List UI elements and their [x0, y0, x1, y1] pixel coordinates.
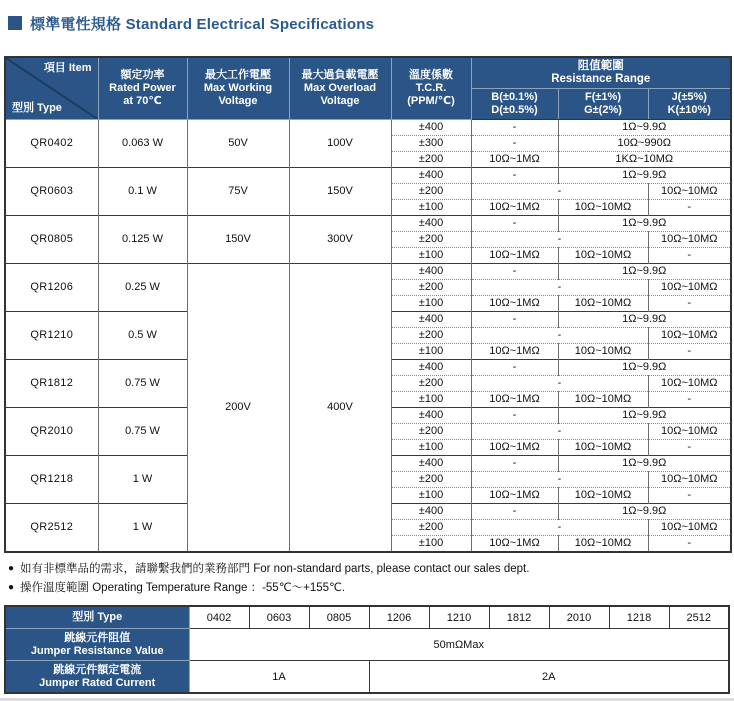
resistance-range-cell: 10Ω~10MΩ	[648, 376, 731, 392]
tcr-cell: ±400	[391, 408, 471, 424]
tcr-cell: ±400	[391, 360, 471, 376]
resistance-range-cell: 10Ω~10MΩ	[648, 472, 731, 488]
bullet-icon: ●	[8, 563, 15, 574]
resistance-range-cell: -	[471, 424, 648, 440]
jumper-type-cell: 2512	[669, 606, 729, 629]
resistance-range-cell: 1Ω~9.9Ω	[558, 120, 731, 136]
resistance-range-cell: 10Ω~1MΩ	[471, 440, 558, 456]
resistance-range-cell: 10Ω~1MΩ	[471, 344, 558, 360]
tcr-cell: ±400	[391, 504, 471, 520]
resistance-range-cell: 10Ω~1MΩ	[471, 248, 558, 264]
resistance-range-cell: -	[471, 232, 648, 248]
header-resistance-range: 阻值範圍 Resistance Range	[471, 57, 731, 89]
resistance-range-cell: 1Ω~9.9Ω	[558, 360, 731, 376]
tcr-cell: ±200	[391, 280, 471, 296]
resistance-range-cell: -	[471, 504, 558, 520]
spec-row-QR0805-±400	[5, 216, 731, 232]
resistance-range-cell: -	[648, 296, 731, 312]
resistance-range-cell: 10Ω~1MΩ	[471, 536, 558, 553]
type-cell: QR1210	[5, 312, 98, 360]
resistance-range-cell: 10Ω~10MΩ	[648, 232, 731, 248]
jumper-type-cell: 0603	[249, 606, 309, 629]
resistance-range-cell: 1Ω~9.9Ω	[558, 168, 731, 184]
resistance-range-cell: 10Ω~10MΩ	[558, 536, 648, 553]
spec-table-body	[5, 120, 731, 553]
rated-power-cell: 0.125 W	[98, 216, 187, 264]
resistance-range-cell: -	[648, 392, 731, 408]
bullet-icon: ●	[8, 582, 15, 593]
jumper-table	[4, 605, 730, 694]
tcr-cell: ±400	[391, 312, 471, 328]
resistance-range-cell: 10Ω~10MΩ	[648, 520, 731, 536]
header-tcr: 溫度係數 T.C.R. (PPM/℃)	[391, 57, 471, 120]
resistance-range-cell: -	[648, 536, 731, 553]
type-cell: QR0402	[5, 120, 98, 168]
resistance-range-cell: -	[471, 120, 558, 136]
resistance-range-cell: 10Ω~10MΩ	[648, 280, 731, 296]
type-cell: QR0603	[5, 168, 98, 216]
rated-power-cell: 0.063 W	[98, 120, 187, 168]
jumper-type-label: 型別 Type	[5, 606, 189, 629]
resistance-range-cell: -	[471, 136, 558, 152]
resistance-range-cell: 10Ω~1MΩ	[471, 488, 558, 504]
resistance-range-cell: -	[648, 248, 731, 264]
resistance-range-cell: 10Ω~10MΩ	[558, 344, 648, 360]
resistance-range-cell: -	[471, 456, 558, 472]
resistance-range-cell: -	[471, 216, 558, 232]
spec-row-QR0603-±400	[5, 168, 731, 184]
jumper-current-label: 跳線元件額定電流 Jumper Rated Current	[5, 661, 189, 694]
section-title	[8, 13, 734, 33]
resistance-range-cell: 1Ω~9.9Ω	[558, 216, 731, 232]
type-cell: QR0805	[5, 216, 98, 264]
jumper-type-cell: 2010	[549, 606, 609, 629]
rated-power-cell: 0.1 W	[98, 168, 187, 216]
tcr-cell: ±100	[391, 440, 471, 456]
tcr-cell: ±400	[391, 168, 471, 184]
jumper-resistance-label: 跳線元件阻值 Jumper Resistance Value	[5, 629, 189, 661]
jumper-resistance-row	[5, 629, 729, 661]
resistance-range-cell: 10Ω~10MΩ	[558, 440, 648, 456]
tcr-cell: ±200	[391, 328, 471, 344]
resistance-range-cell: -	[471, 472, 648, 488]
tcr-cell: ±100	[391, 488, 471, 504]
working-voltage-cell: 75V	[187, 168, 289, 216]
header-item-type	[5, 57, 98, 120]
resistance-range-cell: 1Ω~9.9Ω	[558, 456, 731, 472]
rated-power-cell: 1 W	[98, 504, 187, 553]
resistance-range-cell: 10Ω~10MΩ	[558, 488, 648, 504]
resistance-range-cell: 10Ω~10MΩ	[558, 296, 648, 312]
resistance-range-cell: 10Ω~1MΩ	[471, 152, 558, 168]
spec-table	[4, 56, 732, 553]
note-operating-temp	[8, 579, 734, 598]
resistance-range-cell: -	[471, 312, 558, 328]
tcr-cell: ±100	[391, 248, 471, 264]
tcr-cell: ±100	[391, 536, 471, 553]
jumper-current-value-large: 2A	[369, 661, 729, 694]
resistance-range-cell: 1Ω~9.9Ω	[558, 264, 731, 280]
tcr-cell: ±200	[391, 152, 471, 168]
jumper-type-cell: 1218	[609, 606, 669, 629]
overload-voltage-cell: 150V	[289, 168, 391, 216]
type-cell: QR2010	[5, 408, 98, 456]
type-cell: QR1206	[5, 264, 98, 312]
tcr-cell: ±200	[391, 472, 471, 488]
note-text: 如有非標準品的需求，請聯繫我們的業務部門 For non-standard parts, please contact our sales dept.	[20, 563, 530, 575]
rated-power-cell: 1 W	[98, 456, 187, 504]
header-max-working-voltage: 最大工作電壓 Max Working Voltage	[187, 57, 289, 120]
spec-row-QR0402-±400	[5, 120, 731, 136]
jumper-current-row	[5, 661, 729, 694]
resistance-range-cell: -	[471, 264, 558, 280]
tcr-cell: ±100	[391, 392, 471, 408]
header-type-label: 型別 Type	[12, 102, 62, 114]
resistance-range-cell: 10Ω~10MΩ	[648, 328, 731, 344]
jumper-type-cell: 1812	[489, 606, 549, 629]
resistance-range-cell: -	[648, 440, 731, 456]
resistance-range-cell: 1Ω~9.9Ω	[558, 312, 731, 328]
tcr-cell: ±100	[391, 344, 471, 360]
tcr-cell: ±400	[391, 120, 471, 136]
working-voltage-merged-cell: 200V	[187, 264, 289, 553]
header-tolerance-jk: J(±5%) K(±10%)	[648, 89, 731, 120]
resistance-range-cell: -	[648, 488, 731, 504]
tcr-cell: ±200	[391, 424, 471, 440]
resistance-range-cell: -	[471, 280, 648, 296]
type-cell: QR1218	[5, 456, 98, 504]
resistance-range-cell: -	[471, 360, 558, 376]
resistance-range-cell: -	[471, 168, 558, 184]
header-max-overload-voltage: 最大過負載電壓 Max Overload Voltage	[289, 57, 391, 120]
resistance-range-cell: -	[471, 408, 558, 424]
tcr-cell: ±200	[391, 520, 471, 536]
resistance-range-cell: 1Ω~9.9Ω	[558, 408, 731, 424]
resistance-range-cell: 10Ω~1MΩ	[471, 392, 558, 408]
type-cell: QR1812	[5, 360, 98, 408]
jumper-type-cell: 0402	[189, 606, 249, 629]
resistance-range-cell: 10Ω~1MΩ	[471, 200, 558, 216]
notes	[8, 560, 734, 598]
resistance-range-cell: 1Ω~9.9Ω	[558, 504, 731, 520]
rated-power-cell: 0.25 W	[98, 264, 187, 312]
type-cell: QR2512	[5, 504, 98, 553]
resistance-range-cell: 10Ω~10MΩ	[648, 424, 731, 440]
resistance-range-cell: -	[471, 376, 648, 392]
resistance-range-cell: -	[471, 184, 648, 200]
tcr-cell: ±400	[391, 264, 471, 280]
header-tolerance-bd: B(±0.1%) D(±0.5%)	[471, 89, 558, 120]
resistance-range-cell: 1KΩ~10MΩ	[558, 152, 731, 168]
tcr-cell: ±200	[391, 232, 471, 248]
jumper-type-cell: 1206	[369, 606, 429, 629]
header-item-label: 項目 Item	[43, 62, 92, 74]
page-title: 標準電性規格 Standard Electrical Specifications	[30, 15, 375, 33]
overload-voltage-cell: 300V	[289, 216, 391, 264]
overload-voltage-merged-cell: 400V	[289, 264, 391, 553]
resistance-range-cell: 10Ω~10MΩ	[558, 200, 648, 216]
resistance-range-cell: -	[648, 200, 731, 216]
overload-voltage-cell: 100V	[289, 120, 391, 168]
tcr-cell: ±300	[391, 136, 471, 152]
resistance-range-cell: 10Ω~10MΩ	[558, 248, 648, 264]
tcr-cell: ±400	[391, 216, 471, 232]
tcr-cell: ±400	[391, 456, 471, 472]
resistance-range-cell: -	[471, 520, 648, 536]
header-tolerance-fg: F(±1%) G±(2%)	[558, 89, 648, 120]
resistance-range-cell: 10Ω~10MΩ	[648, 184, 731, 200]
rated-power-cell: 0.75 W	[98, 360, 187, 408]
rated-power-cell: 0.5 W	[98, 312, 187, 360]
jumper-type-cell: 1210	[429, 606, 489, 629]
jumper-current-value-small: 1A	[189, 661, 369, 694]
tcr-cell: ±100	[391, 296, 471, 312]
jumper-resistance-value: 50mΩMax	[189, 629, 729, 661]
note-nonstandard	[8, 560, 734, 579]
resistance-range-cell: 10Ω~1MΩ	[471, 296, 558, 312]
tcr-cell: ±200	[391, 184, 471, 200]
working-voltage-cell: 50V	[187, 120, 289, 168]
resistance-range-cell: 10Ω~10MΩ	[558, 392, 648, 408]
note-text: 操作溫度範圍 Operating Temperature Range ：-55℃～+155℃.	[20, 582, 346, 594]
tcr-cell: ±100	[391, 200, 471, 216]
working-voltage-cell: 150V	[187, 216, 289, 264]
jumper-type-cell: 0805	[309, 606, 369, 629]
resistance-range-cell: -	[648, 344, 731, 360]
resistance-range-cell: 10Ω~990Ω	[558, 136, 731, 152]
resistance-range-cell: -	[471, 328, 648, 344]
title-square-icon	[8, 16, 22, 30]
spec-row-QR1206-±400	[5, 264, 731, 280]
rated-power-cell: 0.75 W	[98, 408, 187, 456]
jumper-type-row	[5, 606, 729, 629]
tcr-cell: ±200	[391, 376, 471, 392]
header-rated-power: 額定功率 Rated Power at 70℃	[98, 57, 187, 120]
